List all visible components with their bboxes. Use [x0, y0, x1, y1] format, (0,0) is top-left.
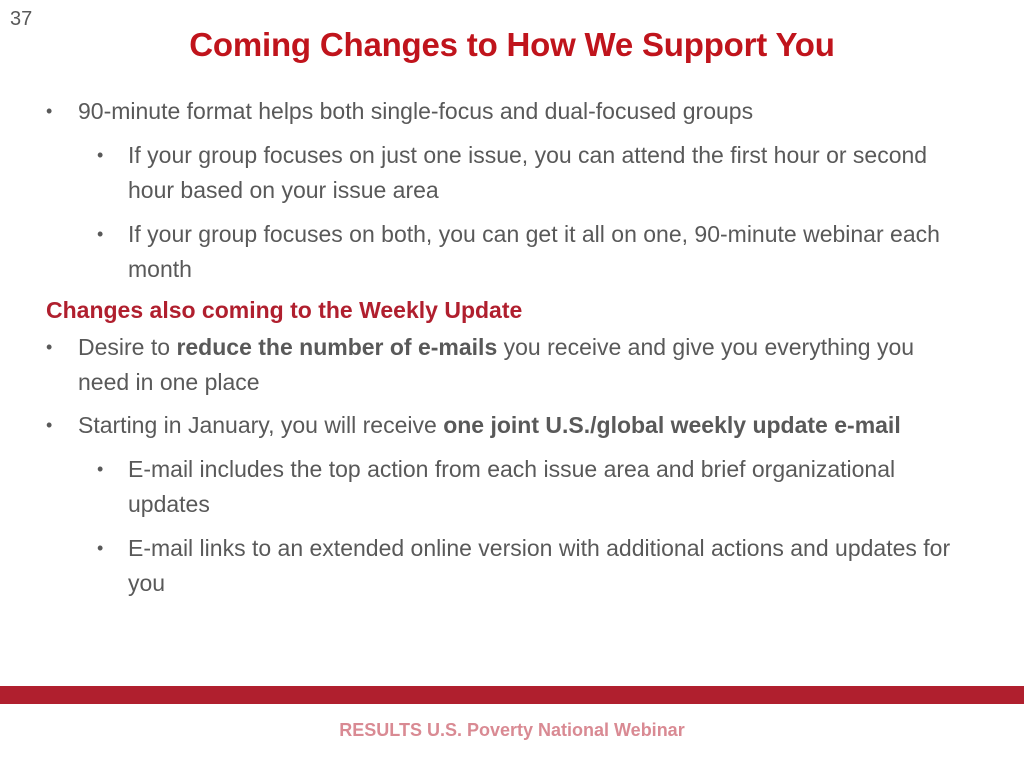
bullet-icon: •: [97, 224, 104, 244]
footer-text: RESULTS U.S. Poverty National Webinar: [339, 720, 685, 740]
sub-bullet-item: [46, 217, 966, 287]
sub-bullet-item: [46, 452, 966, 522]
slide-title: Coming Changes to How We Support You: [189, 26, 835, 63]
bullet-text-bold: reduce the number of e-mails: [176, 334, 498, 360]
bullet-item: [46, 94, 966, 129]
bullet-text-part: you receive and give you everything you need in one place: [78, 334, 915, 395]
slide-number: 37: [10, 8, 33, 30]
bullet-text-part: Desire to: [78, 334, 177, 360]
slide-content: [46, 94, 966, 601]
bullet-icon: •: [97, 459, 104, 479]
bullet-text: E-mail links to an extended online version with additional actions and updates for you: [128, 535, 951, 596]
bullet-text: E-mail includes the top action from each issue area and brief organizational updates: [128, 456, 896, 517]
bullet-text: If your group focuses on just one issue, you can attend the first hour or second hour based on your issue area: [128, 142, 928, 203]
bullet-text: If your group focuses on both, you can get it all on one, 90-minute webinar each month: [128, 221, 940, 282]
bullet-text-part: Starting in January, you will receive: [78, 412, 444, 438]
section-subheading: Changes also coming to the Weekly Update: [46, 297, 523, 323]
bullet-icon: •: [46, 415, 53, 435]
bullet-item: [46, 330, 966, 400]
bullet-icon: •: [46, 337, 53, 357]
sub-bullet-item: [46, 531, 966, 601]
footer-bar: [0, 686, 1024, 704]
bullet-text: 90-minute format helps both single-focus and dual-focused groups: [78, 98, 754, 124]
sub-bullet-item: [46, 138, 966, 208]
bullet-item: [46, 408, 966, 443]
bullet-text-bold: one joint U.S./global weekly update e-mail: [443, 412, 901, 438]
bullet-icon: •: [97, 538, 104, 558]
bullet-icon: •: [97, 145, 104, 165]
bullet-icon: •: [46, 101, 53, 121]
